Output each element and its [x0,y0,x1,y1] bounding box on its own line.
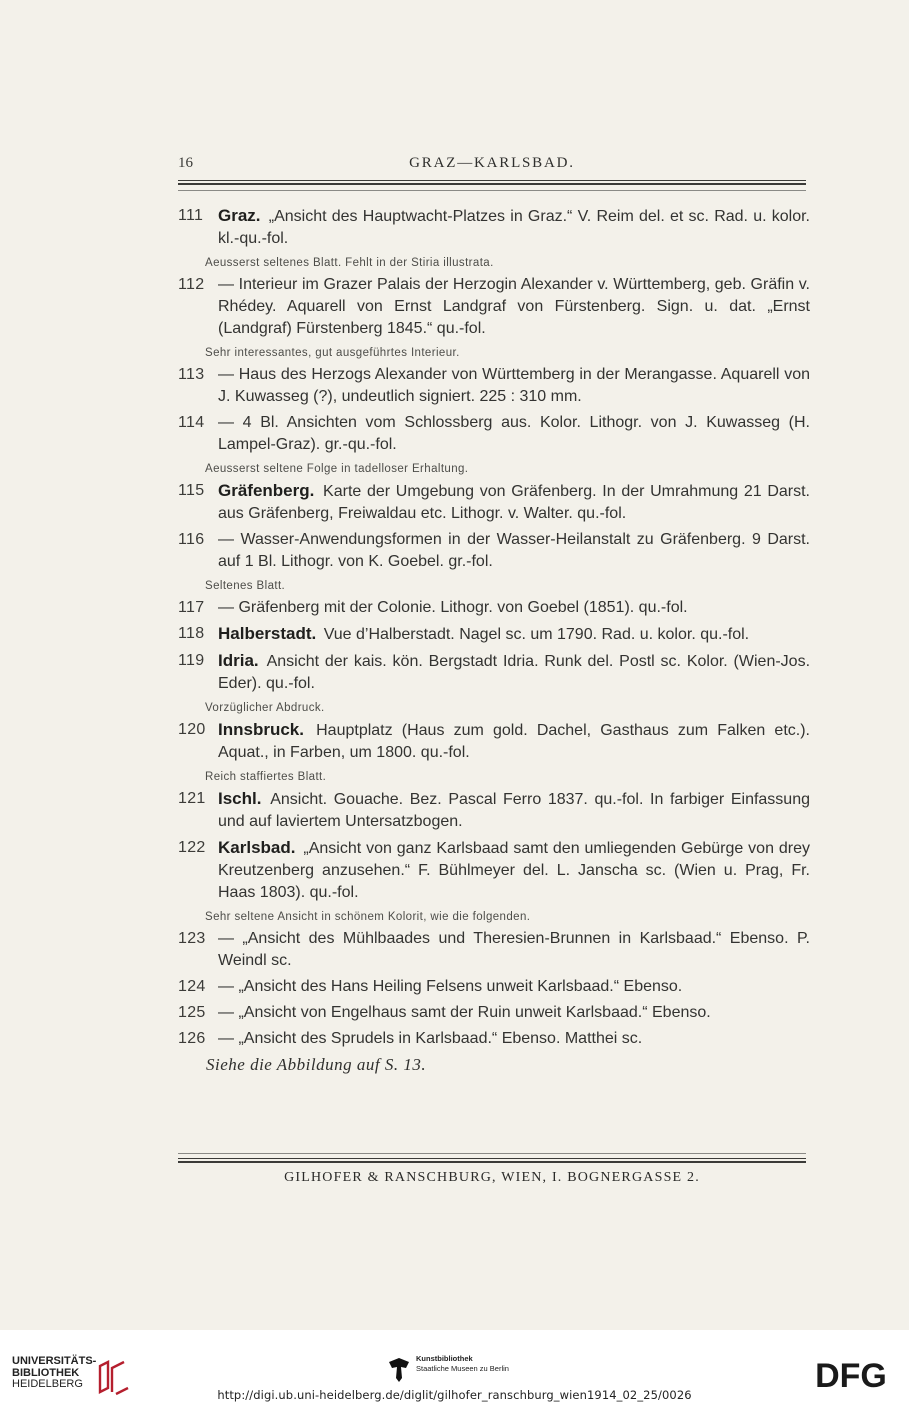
catalog-entry [178,480,810,525]
entry-description [218,274,810,340]
uni-line-3: HEIDELBERG [12,1378,83,1390]
catalog-entry [178,928,810,972]
entry-number: 114 [178,414,205,431]
catalog-entry [178,597,810,619]
entry-body: — 4 Bl. Ansichten vom Schlossberg aus. Kolor. Lithogr. von J. Kuwasseg (H. Lampel-Graz). gr.-qu.-fol. [218,414,810,453]
entry-description [218,928,810,972]
entry-place: Gräfenberg. [218,481,315,500]
kb-line-1: Kunstbibliothek [416,1354,473,1363]
entry-note: Sehr interessantes, gut ausgeführtes Interieur. [205,347,460,359]
catalog-entry [178,412,810,456]
see-also-note: Siehe die Abbildung auf S. 13. [206,1055,427,1074]
entry-body: Vue d’Halberstadt. Nagel sc. um 1790. Rad. u. kolor. qu.-fol. [323,626,750,643]
kb-line-2: Staatliche Museen zu Berlin [416,1364,509,1373]
entry-number: 112 [178,276,205,293]
entry-number: 122 [178,839,206,856]
entry-body: — „Ansicht des Sprudels in Karlsbaad.“ Ebenso. Matthei sc. [218,1030,643,1047]
entry-description [218,1002,810,1024]
page-number: 16 [178,155,193,171]
entry-number: 124 [178,978,206,995]
entry-body: „Ansicht des Hauptwacht-Platzes in Graz.“ V. Reim del. et sc. Rad. u. kolor. kl.-qu.-fol. [218,208,811,247]
running-title: GRAZ—KARLSBAD. [409,155,575,171]
uni-line-1: UNIVERSITÄTS- [12,1355,97,1367]
catalog-entry [178,205,810,250]
catalog-entry [178,650,810,695]
header-rule-thin [178,190,806,191]
entry-number: 123 [178,930,206,947]
catalog-entry [178,1028,810,1050]
entry-place: Graz. [218,206,261,225]
entry-description [218,650,810,695]
footer-rule-thin [178,1153,806,1154]
dfg-logo-icon[interactable] [806,1358,896,1392]
catalog-entry [178,364,810,408]
catalog-entries [178,205,810,1076]
entry-number: 116 [178,531,205,548]
publisher-line: GILHOFER & RANSCHBURG, WIEN, I. BOGNERGASSE 2. [284,1170,700,1185]
catalog-entry [178,788,810,833]
uni-line-2: BIBLIOTHEK [12,1366,80,1379]
header-rule [178,180,806,185]
entry-description [218,480,810,525]
entry-place: Innsbruck. [218,720,304,739]
entry-number: 113 [178,366,205,383]
catalog-entry [178,529,810,573]
entry-description [218,623,810,646]
viewer-footer [0,1330,909,1407]
entry-number: 119 [178,652,205,669]
catalog-entry [178,1002,810,1024]
entry-note: Aeusserst seltene Folge in tadelloser Erhaltung. [205,463,469,475]
entry-number: 121 [178,790,206,807]
entry-number: 118 [178,625,205,642]
entry-body: — Wasser-Anwendungsformen in der Wasser-Heilanstalt zu Gräfenberg. 9 Darst. auf 1 Bl. Lithogr. von K. Goebel. gr.-fol. [218,531,810,570]
entry-number: 111 [178,207,204,224]
entry-description [218,597,810,619]
entry-number: 125 [178,1004,206,1021]
kunstbibliothek-logo[interactable] [386,1350,536,1390]
entry-body: — „Ansicht von Engelhaus samt der Ruin unweit Karlsbaad.“ Ebenso. [218,1004,711,1021]
entry-place: Ischl. [218,789,262,808]
entry-note: Sehr seltene Ansicht in schönem Kolorit, wie die folgenden. [205,911,531,923]
entry-note: Seltenes Blatt. [205,580,286,592]
entry-number: 115 [178,482,205,499]
entry-description [218,788,810,833]
entry-place: Halberstadt. [218,624,317,643]
entry-description [218,364,810,408]
entry-body: Hauptplatz (Haus zum gold. Dachel, Gasthaus zum Falken etc.). Aquat., in Farben, um 1800. qu.-fol. [218,722,810,761]
entry-number: 117 [178,599,205,616]
entry-note: Reich staffiertes Blatt. [205,771,327,783]
entry-description [218,412,810,456]
entry-body: Ansicht. Gouache. Bez. Pascal Ferro 1837. qu.-fol. In farbiger Einfassung und auf laviertem Untersatzbogen. [218,791,811,830]
entry-body: — „Ansicht des Hans Heiling Felsens unweit Karlsbaad.“ Ebenso. [218,978,683,995]
catalog-entry [178,837,810,904]
catalog-entry [178,274,810,340]
entry-note: Aeusserst seltenes Blatt. Fehlt in der Stiria illustrata. [205,257,494,269]
entry-body: — Gräfenberg mit der Colonie. Lithogr. von Goebel (1851). qu.-fol. [218,599,688,616]
entry-body: — „Ansicht des Mühlbaades und Theresien-Brunnen in Karlsbaad.“ Ebenso. P. Weindl sc. [218,930,810,969]
catalog-entry [178,719,810,764]
entry-body: — Haus des Herzogs Alexander von Württemberg in der Merangasse. Aquarell von J. Kuwasseg (?), undeutlich signiert. 225 : 310 mm. [218,366,810,405]
entry-body: Ansicht der kais. kön. Bergstadt Idria. Runk del. Postl sc. Kolor. (Wien-Jos. Eder). qu.-fol. [218,653,811,692]
footer-rule [178,1158,806,1163]
entry-description [218,837,810,904]
entry-description [218,529,810,573]
entry-body: — Interieur im Grazer Palais der Herzogin Alexander v. Württemberg, geb. Gräfin v. Rhédey. Aquarell von Ernst Landgraf von Fürstenberg. Sign. u. dat. „Ernst (Landgraf) Fürstenberg 1845.“ qu.-fol. [218,276,810,337]
entry-description [218,976,810,998]
page-header [178,155,806,177]
entry-note: Vorzüglicher Abdruck. [205,702,325,714]
catalog-entry [178,976,810,998]
permalink-url[interactable]: http://digi.ub.uni-heidelberg.de/diglit/gilhofer_ranschburg_wien1914_02_25/0026 [217,1388,692,1402]
entry-number: 120 [178,721,206,738]
entry-place: Karlsbad. [218,838,296,857]
entry-body: Karte der Umgebung von Gräfenberg. In der Umrahmung 21 Darst. aus Gräfenberg, Freiwaldau etc. Lithogr. v. Walter. qu.-fol. [218,483,810,522]
entry-number: 126 [178,1030,206,1047]
catalog-entry [178,623,810,646]
dfg-text: DFG [815,1358,887,1392]
entry-description [218,205,810,250]
entry-description [218,1028,810,1050]
eagle-icon [386,1354,412,1384]
entry-place: Idria. [218,651,259,670]
entry-body: „Ansicht von ganz Karlsbaad samt den umliegenden Gebürge von drey Kreutzenberg anzusehen.“ F. Bühlmeyer del. L. Janscha sc. (Wien u. Prag, Fr. Haas 1803). qu.-fol. [218,840,810,901]
entry-description [218,719,810,764]
